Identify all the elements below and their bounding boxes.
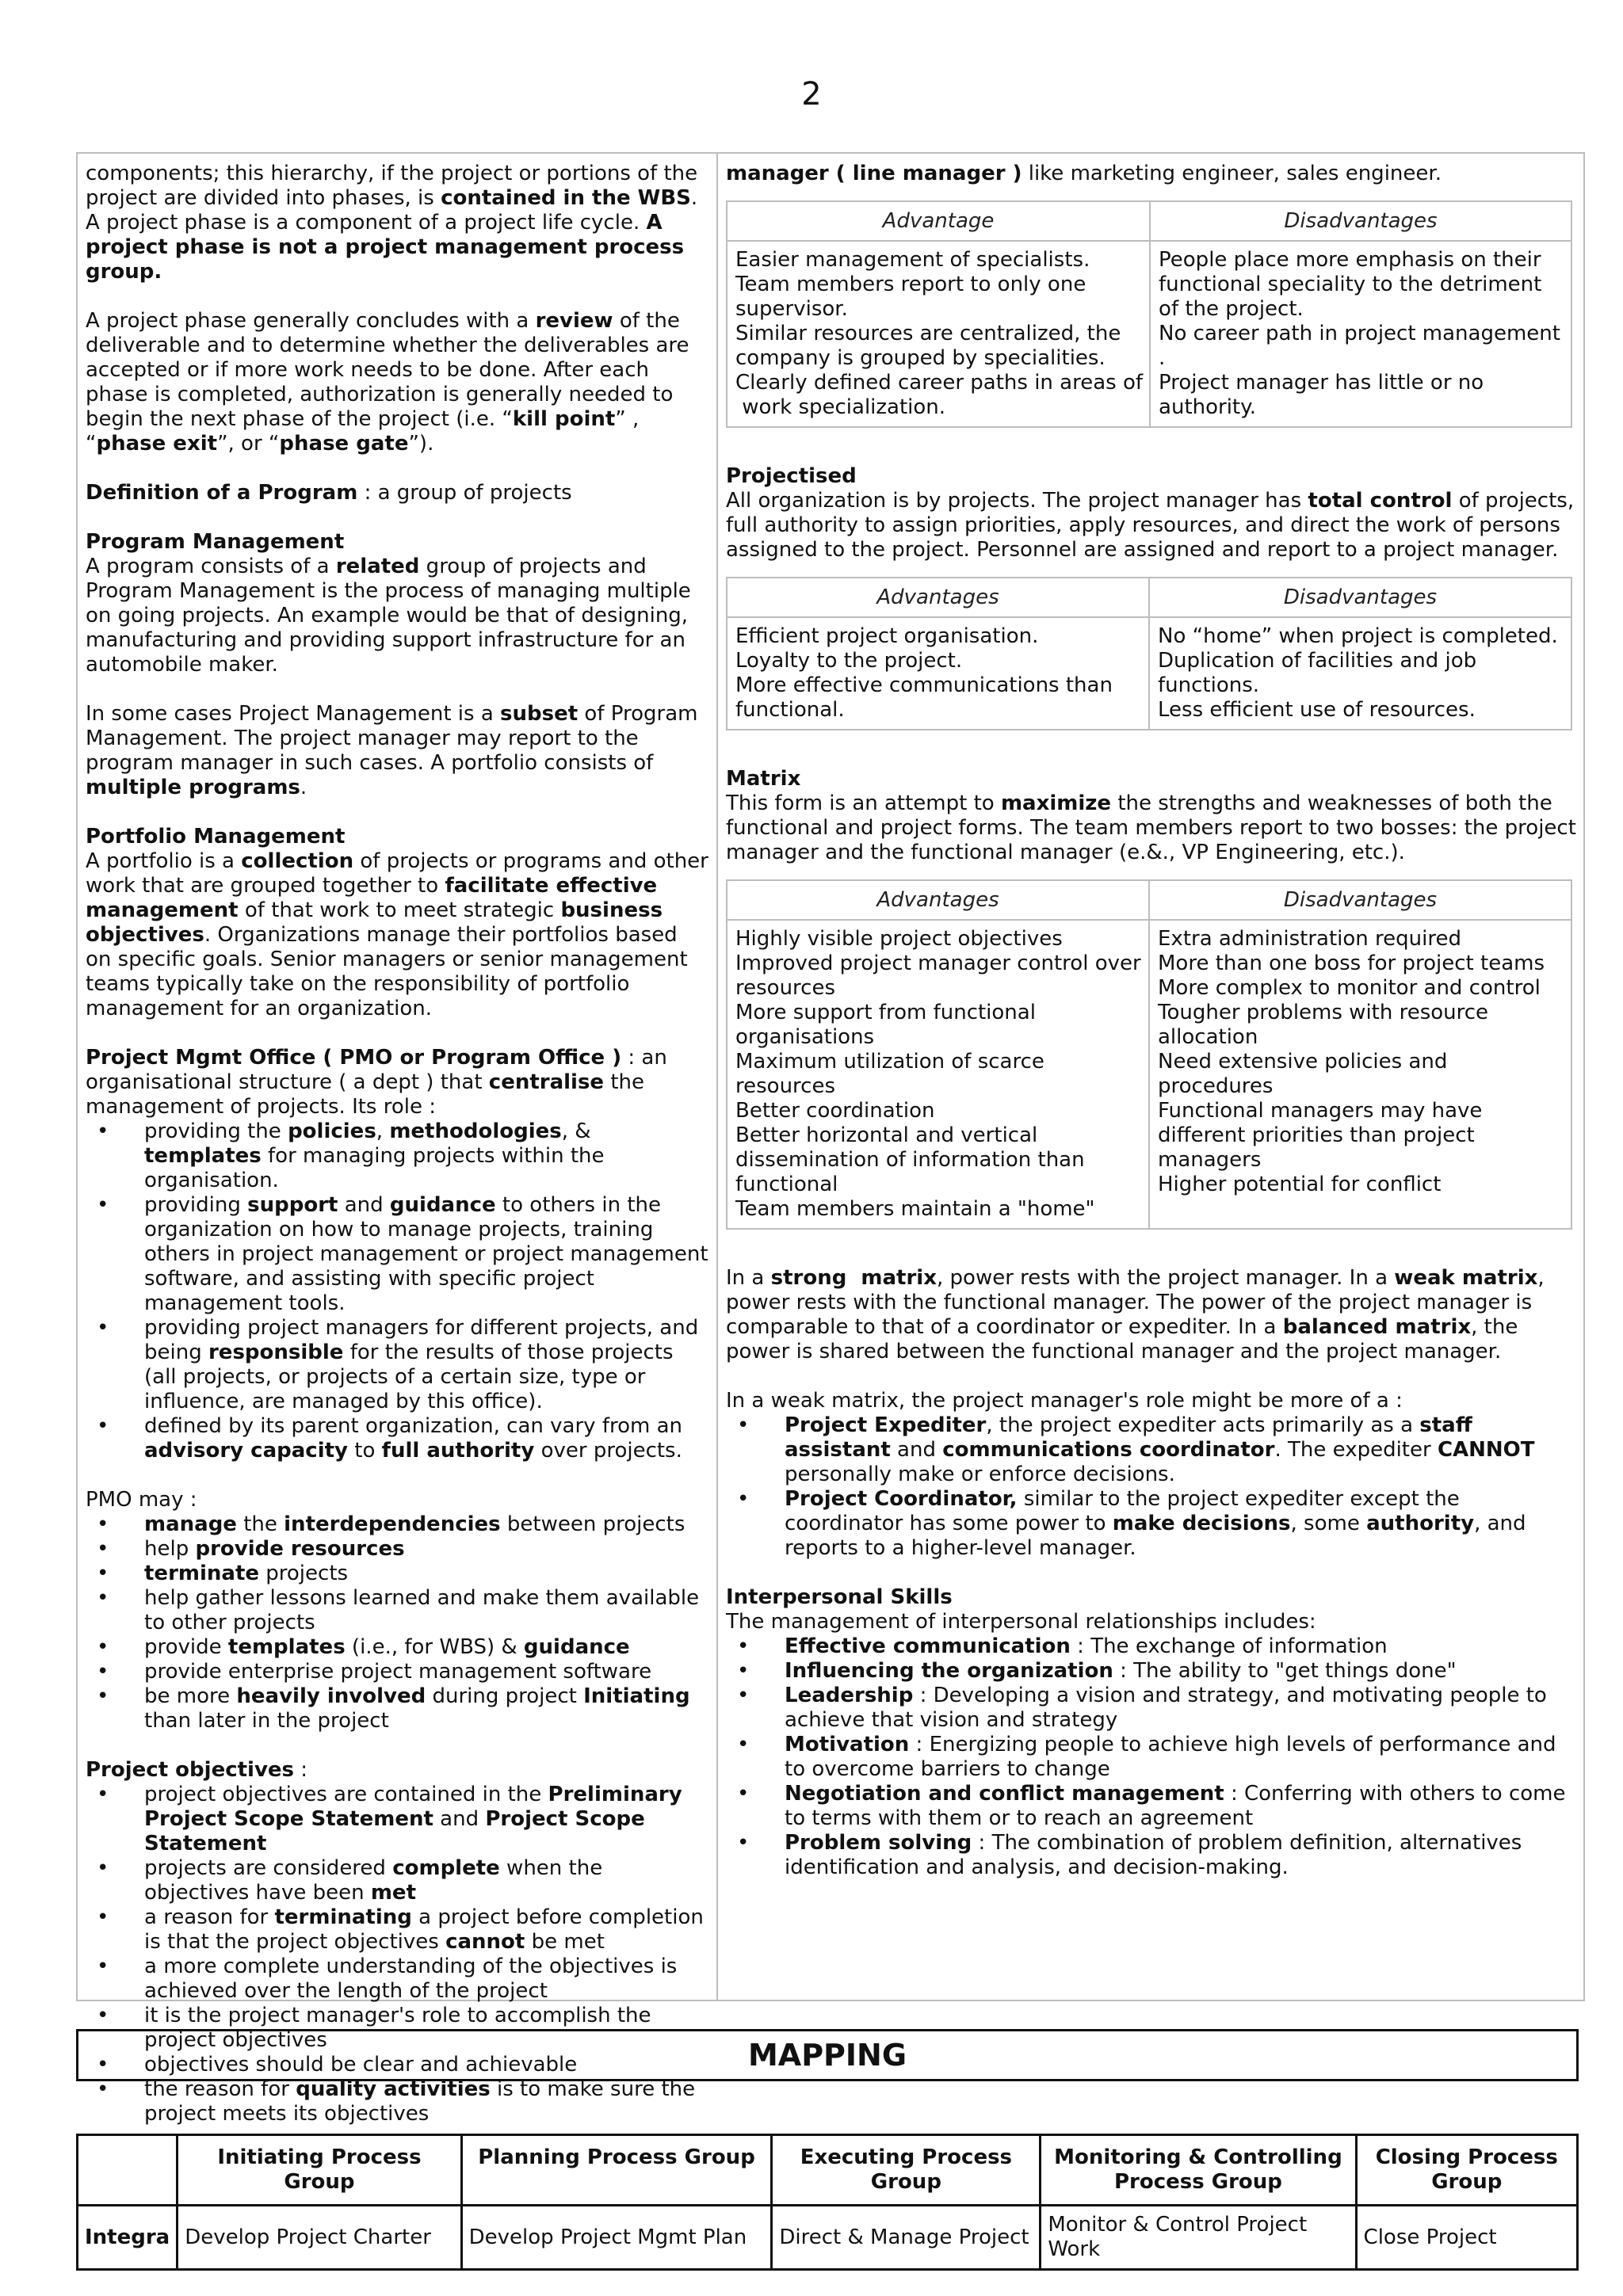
pmo-may-intro: PMO may : <box>86 1488 197 1512</box>
advantages-cell: Efficient project organisation. Loyalty to the project. More effective communications than functional. <box>727 617 1149 730</box>
list-item: • provide templates (i.e., for WBS) & guidance <box>86 1635 708 1660</box>
list-item: • the reason for quality activities is to make sure the project meets its objectives <box>86 2077 708 2126</box>
table-row <box>78 2206 1578 2270</box>
page-number: 2 <box>801 76 822 113</box>
mapping-header-closing: Closing Process Group <box>1356 2135 1577 2206</box>
mapping-cell: Direct & Manage Project <box>772 2206 1041 2270</box>
projectised-heading: Projectised <box>726 464 857 488</box>
portfolio-text: A portfolio is a collection of projects or programs and other work that are grouped together to facilitate effective management of that work to meet strategic business objectives. Organizations manage their portfolios based on specific goals. Senior managers or senior management teams typically take on the responsibility of portfolio management for an organization. <box>86 849 708 1020</box>
list-item: • Project Expediter, the project expediter acts primarily as a staff assistant and communications coordinator. The expediter CANNOT personally make or enforce decisions. <box>726 1413 1577 1487</box>
mapping-cell: Develop Project Mgmt Plan <box>461 2206 772 2270</box>
projectised-advantages-table <box>726 577 1572 730</box>
list-item: • it is the project manager's role to accomplish the project objectives <box>86 2004 708 2053</box>
mapping-cell: Close Project <box>1356 2206 1577 2270</box>
table-header-disadvantages: Disadvantages <box>1149 578 1571 617</box>
right-column <box>718 154 1585 2000</box>
mapping-cell: Monitor & Control Project Work <box>1041 2206 1356 2270</box>
mapping-cell: Develop Project Charter <box>178 2206 461 2270</box>
list-item: • project objectives are contained in the Preliminary Project Scope Statement and Project Scope Statement <box>86 1783 708 1856</box>
list-item: • be more heavily involved during project Initiating than later in the project <box>86 1684 708 1733</box>
list-item: • terminate projects <box>86 1562 708 1586</box>
list-item: • a more complete understanding of the objectives is achieved over the length of the project <box>86 1955 708 2004</box>
wbs-paragraph: components; this hierarchy, if the project or portions of the project are divided into phases, is contained in the WBS. A project phase is a component of a project life cycle. A project phase is not a project management process group. <box>86 162 698 284</box>
list-item: • Influencing the organization : The ability to "get things done" <box>726 1659 1577 1684</box>
interpersonal-intro: The management of interpersonal relationships includes: <box>726 1610 1316 1634</box>
disadvantages-cell: No “home” when project is completed. Duplication of facilities and job functions. Less efficient use of resources. <box>1149 617 1571 730</box>
strong-weak-matrix-paragraph: In a strong matrix, power rests with the project manager. In a weak matrix, power rests with the functional manager. The power of the project manager is comparable to that of a coordinator or expediter. In a balanced matrix, the power is shared between the functional manager and the project manager. <box>726 1266 1545 1363</box>
list-item: • a reason for terminating a project before completion is that the project objectives cannot be met <box>86 1905 708 1955</box>
weak-matrix-roles-list <box>726 1413 1577 1561</box>
list-item: • Project Coordinator, similar to the project expediter except the coordinator has some power to make decisions, some authority, and reports to a higher-level manager. <box>726 1487 1577 1561</box>
list-item: • Effective communication : The exchange of information <box>726 1634 1577 1659</box>
interpersonal-heading: Interpersonal Skills <box>726 1585 953 1609</box>
pmo-may-list <box>86 1512 708 1733</box>
advantages-cell: Easier management of specialists. Team members report to only one supervisor. Similar resources are centralized, the company is grouped by specialities. Clearly defined career paths in areas of work specialization. <box>727 241 1150 427</box>
projectised-text: All organization is by projects. The project manager has total control of projects, full authority to assign priorities, apply resources, and direct the work of persons assigned to the project. Personnel are assigned and report to a project manager. <box>726 489 1575 562</box>
mapping-header-blank <box>78 2135 178 2206</box>
list-item: • projects are considered complete when the objectives have been met <box>86 1856 708 1905</box>
mapping-header-initiating: Initiating Process Group <box>178 2135 461 2206</box>
table-header-disadvantages: Disadvantages <box>1150 201 1571 241</box>
mapping-header-monitoring: Monitoring & Controlling Process Group <box>1041 2135 1356 2206</box>
weak-matrix-intro: In a weak matrix, the project manager's role might be more of a : <box>726 1389 1403 1413</box>
mapping-row-label: Integra <box>78 2206 178 2270</box>
list-item: • providing the policies, methodologies, & templates for managing projects within the organisation. <box>86 1119 708 1193</box>
list-item: • objectives should be clear and achievable <box>86 2053 708 2077</box>
matrix-advantages-table <box>726 879 1572 1230</box>
phase-paragraph: A project phase generally concludes with a review of the deliverable and to determine whether the deliverables are accepted or if more work needs to be done. After each phase is completed, authorization is generally needed to begin the next phase of the project (i.e. “kill point” , “phase exit”, or “phase gate”). <box>86 309 689 456</box>
line-manager-line: manager ( line manager ) like marketing engineer, sales engineer. <box>726 162 1442 185</box>
mapping-header-planning: Planning Process Group <box>461 2135 772 2206</box>
list-item: • manage the interdependencies between projects <box>86 1512 708 1537</box>
matrix-text: This form is an attempt to maximize the strengths and weaknesses of both the functional and project forms. The team members report to two bosses: the project manager and the functional manager (e.&., VP Engineering, etc.). <box>726 791 1576 864</box>
disadvantages-cell: Extra administration required More than one boss for project teams More complex to monitor and control Tougher problems with resource allocation Need extensive policies and procedures Functional managers may have different priorities than project managers Higher potential for conflict <box>1149 920 1571 1229</box>
table-header-advantages: Advantages <box>727 578 1149 617</box>
list-item: • Problem solving : The combination of problem definition, alternatives identification and analysis, and decision-making. <box>726 1831 1577 1880</box>
mapping-header-executing: Executing Process Group <box>772 2135 1041 2206</box>
program-management-text: A program consists of a related group of projects and Program Management is the process of managing multiple on going projects. An example would be that of designing, manufacturing and providing support infrastructure for an automobile maker. <box>86 555 691 677</box>
program-definition: Definition of a Program : a group of projects <box>86 481 572 505</box>
objectives-heading: Project objectives : <box>86 1758 308 1782</box>
functional-advantages-table <box>726 200 1572 428</box>
list-item: • defined by its parent organization, can vary from an advisory capacity to full authority over projects. <box>86 1414 708 1463</box>
list-item: • help provide resources <box>86 1537 708 1562</box>
list-item: • Negotiation and conflict management : Conferring with others to come to terms with them or to reach an agreement <box>726 1782 1577 1831</box>
left-column <box>78 154 718 2126</box>
list-item: • providing support and guidance to others in the organization on how to manage projects, training others in project management or project management software, and assisting with specific project management tools. <box>86 1193 708 1316</box>
subset-paragraph: In some cases Project Management is a subset of Program Management. The project manager may report to the program manager in such cases. A portfolio consists of multiple programs. <box>86 702 698 799</box>
program-management-heading: Program Management <box>86 530 345 554</box>
interpersonal-skills-list <box>726 1634 1577 1880</box>
table-header-advantage: Advantage <box>727 201 1150 241</box>
mapping-table <box>76 2134 1579 2271</box>
list-item: • providing project managers for different projects, and being responsible for the results of those projects (all projects, or projects of a certain size, type or influence, are managed by this office). <box>86 1316 708 1414</box>
list-item: • provide enterprise project management software <box>86 1660 708 1684</box>
pmo-role-list <box>86 1119 708 1463</box>
pmo-definition: Project Mgmt Office ( PMO or Program Office ) : an organisational structure ( a dept ) that centralise the management of projects. Its role : <box>86 1046 667 1119</box>
table-header-advantages: Advantages <box>727 880 1149 920</box>
mapping-header-row <box>78 2135 1578 2206</box>
table-header-disadvantages: Disadvantages <box>1149 880 1571 920</box>
list-item: • Motivation : Energizing people to achieve high levels of performance and to overcome barriers to change <box>726 1733 1577 1782</box>
disadvantages-cell: People place more emphasis on their functional speciality to the detriment of the project. No career path in project management . Project manager has little or no authority. <box>1150 241 1571 427</box>
list-item: • help gather lessons learned and make them available to other projects <box>86 1586 708 1635</box>
list-item: • Leadership : Developing a vision and strategy, and motivating people to achieve that vision and strategy <box>726 1684 1577 1733</box>
advantages-cell: Highly visible project objectives Improved project manager control over resources More support from functional organisations Maximum utilization of scarce resources Better coordination Better horizontal and vertical dissemination of information than functional Team members maintain a "home" <box>727 920 1149 1229</box>
portfolio-heading: Portfolio Management <box>86 825 346 849</box>
matrix-heading: Matrix <box>726 767 801 791</box>
mapping-title: MAPPING <box>76 2029 1579 2081</box>
